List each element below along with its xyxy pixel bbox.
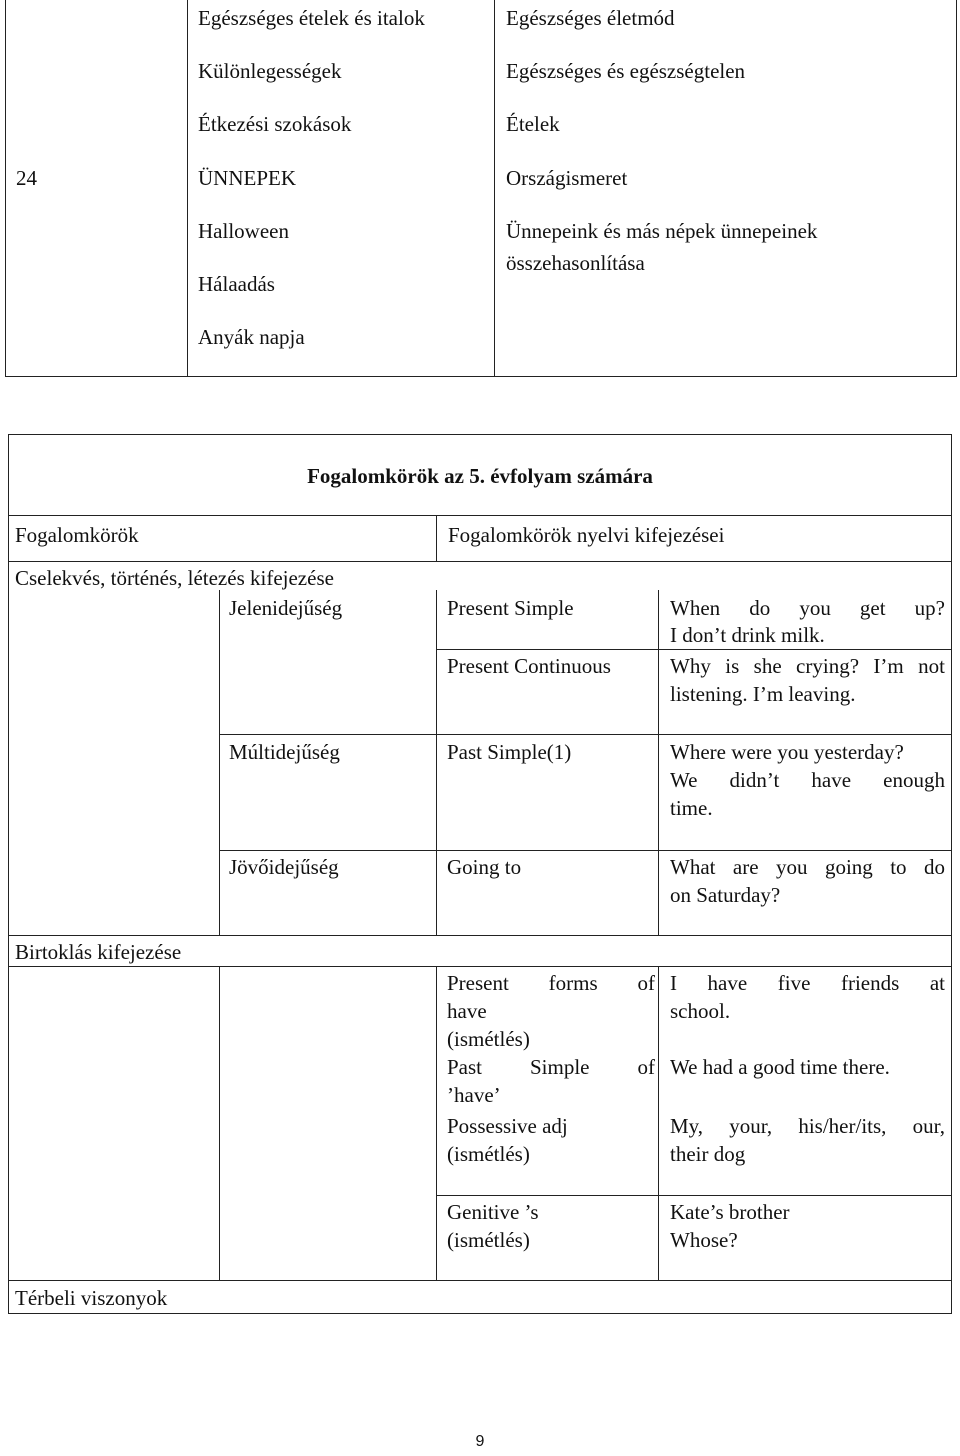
tense-label: Jelenidejűség [229, 596, 343, 620]
example-sentence: school. [670, 999, 731, 1023]
grammar-form: Past Simple of [447, 1055, 655, 1079]
section2-col2 [436, 966, 437, 1281]
concept-title-divider [8, 515, 952, 516]
grammar-form: have [447, 999, 487, 1023]
grammar-form: Past Simple(1) [447, 740, 572, 764]
example-sentence: Where were you yesterday? [670, 740, 904, 764]
present-divider [219, 734, 952, 735]
example-sentence: We had a good time there. [670, 1055, 890, 1079]
present-simple-divider [436, 649, 952, 650]
content-item: összehasonlítása [506, 251, 645, 275]
example-sentence: time. [670, 796, 713, 820]
top-col2-item: Egészséges életmód [506, 6, 675, 30]
top-col2-item: Egészséges és egészségtelen [506, 59, 746, 83]
grammar-form: Genitive ’s [447, 1200, 539, 1224]
concept-border-bottom [8, 1313, 952, 1314]
header-concepts: Fogalomkörök [15, 523, 139, 547]
top-col1-item: Különlegességek [198, 59, 342, 83]
grammar-form: (ismétlés) [447, 1027, 530, 1051]
example-sentence: listening. I’m leaving. [670, 682, 856, 706]
top-col1-item: Egészséges ételek és italok [198, 6, 425, 30]
top-table-border-col2 [494, 0, 495, 377]
topic-item: Halloween [198, 219, 289, 243]
section-heading: Birtoklás kifejezése [15, 940, 182, 964]
example-sentence: When do you get up? [670, 596, 945, 620]
section-heading: Térbeli viszonyok [15, 1286, 168, 1310]
grammar-form: Going to [447, 855, 522, 879]
section1-col3 [658, 590, 659, 936]
past-divider [219, 850, 952, 851]
topic-item: ÜNNEPEK [198, 166, 296, 190]
concept-header-divider [8, 561, 952, 562]
top-col1-item: Étkezési szokások [198, 112, 352, 136]
section2-bottom [8, 1280, 952, 1281]
content-item: Országismeret [506, 166, 628, 190]
section2-genitive-divider [436, 1195, 952, 1196]
example-sentence: Why is she crying? I’m not [670, 654, 945, 678]
section2-col1 [219, 966, 220, 1281]
example-sentence: on Saturday? [670, 883, 781, 907]
section1-col2 [436, 590, 437, 936]
section2-divider [8, 966, 952, 967]
concept-header-col [436, 515, 437, 562]
example-sentence: My, your, his/her/its, our, [670, 1114, 945, 1138]
example-sentence: What are you going to do [670, 855, 945, 879]
section2-col3 [658, 966, 659, 1281]
concept-border-left [8, 434, 9, 1314]
example-sentence: I have five friends at [670, 971, 945, 995]
concept-border-right [951, 434, 952, 1314]
tense-label: Múltidejűség [229, 740, 340, 764]
example-sentence: Whose? [670, 1228, 738, 1252]
header-expressions: Fogalomkörök nyelvi kifejezései [448, 523, 725, 547]
example-sentence: We didn’t have enough [670, 768, 945, 792]
example-sentence: I don’t drink milk. [670, 623, 825, 647]
grammar-form: (ismétlés) [447, 1142, 530, 1166]
section1-bottom [8, 935, 952, 936]
grammar-form: Present Simple [447, 596, 574, 620]
topic-item: Hálaadás [198, 272, 275, 296]
grammar-form: Present Continuous [447, 654, 611, 678]
row-number: 24 [16, 166, 37, 190]
section-heading: Cselekvés, történés, létezés kifejezése [15, 566, 334, 590]
content-item: Ünnepeink és más népek ünnepeinek [506, 219, 818, 243]
grammar-form: ’have’ [447, 1083, 501, 1107]
top-col2-item: Ételek [506, 112, 560, 136]
grammar-form: Possessive adj [447, 1114, 568, 1138]
topic-item: Anyák napja [198, 325, 305, 349]
top-table-border-left [5, 0, 6, 377]
top-table-border-col1 [187, 0, 188, 377]
top-table-border-bottom [5, 376, 957, 377]
concept-border-top [8, 434, 952, 435]
example-sentence: their dog [670, 1142, 746, 1166]
tense-label: Jövőidejűség [229, 855, 339, 879]
example-sentence: Kate’s brother [670, 1200, 790, 1224]
grammar-form: Present forms of [447, 971, 655, 995]
grammar-form: (ismétlés) [447, 1228, 530, 1252]
top-table-border-right [956, 0, 957, 377]
page-title: Fogalomkörök az 5. évfolyam számára [307, 464, 653, 488]
section1-col1 [219, 590, 220, 936]
page-number: 9 [475, 1433, 485, 1450]
